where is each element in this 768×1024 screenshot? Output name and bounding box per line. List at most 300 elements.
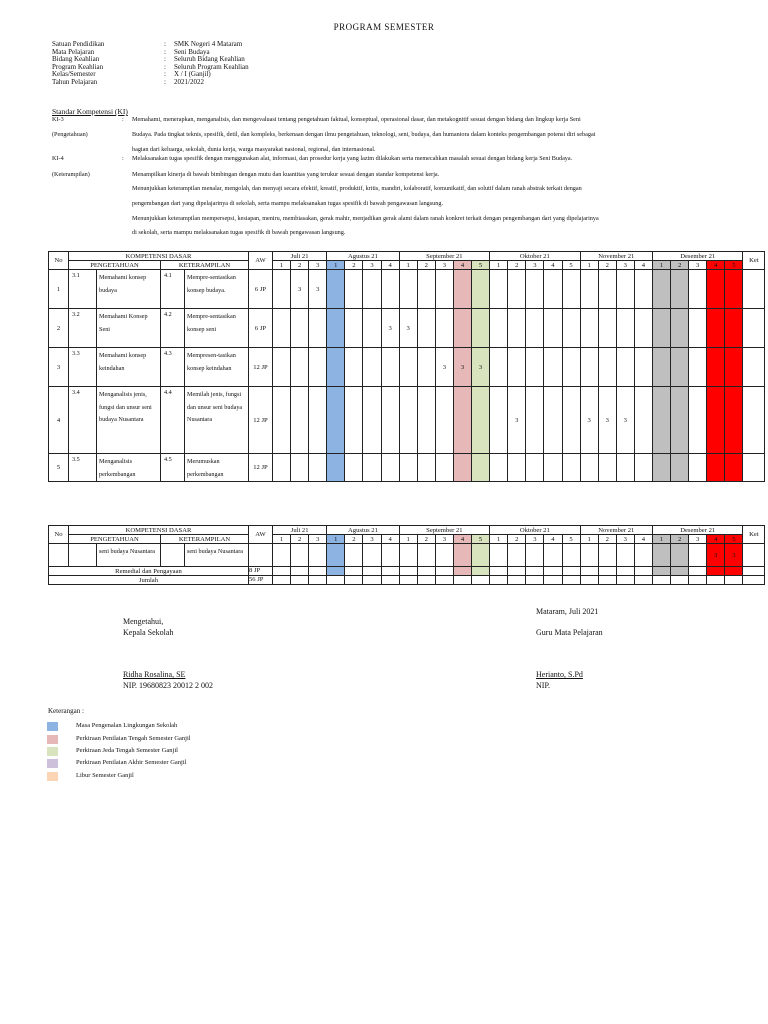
kd3-text-content: seni budaya Nusantara [99,548,156,555]
week-cell [725,309,743,348]
week-cell [689,309,707,348]
header-week: 4 [544,261,562,270]
header-month: Desember 21 [652,526,742,535]
week-cell [526,454,544,482]
row-no: 5 [49,454,69,482]
table-cell [309,576,327,585]
week-cell [725,567,743,576]
week-cell [327,544,345,567]
header-ket: Ket [743,252,765,270]
week-cell [707,387,725,454]
header-week: 1 [490,535,508,544]
header-keterampilan: KETERAMPILAN [161,535,249,544]
identity-value: Seluruh Bidang Keahlian [174,55,245,64]
week-cell [273,567,291,576]
identity-row: Bidang Keahlian : Seluruh Bidang Keahlian [52,55,245,64]
header-row [49,252,765,261]
header-week: 2 [291,261,309,270]
week-cell [725,270,743,309]
week-cell [671,567,689,576]
week-cell [544,454,562,482]
table-cell [580,576,598,585]
legend-swatch [47,759,58,768]
identity-value: Seni Budaya [174,47,210,56]
header-week: 1 [490,261,508,270]
week-cell [309,309,327,348]
row-ket [743,348,765,387]
kd4-code: 4.5 [161,454,185,482]
table-cell [616,576,634,585]
table-cell [490,576,508,585]
week-cell [725,348,743,387]
week-cell [616,309,634,348]
week-cell [671,544,689,567]
table-cell [689,576,707,585]
week-cell [544,387,562,454]
kd4-text [185,544,249,567]
header-row [49,261,765,270]
week-cell [544,544,562,567]
week-cell [309,544,327,567]
row-no: 3 [49,348,69,387]
table-cell [327,576,345,585]
kd3-text-content: Memahami konsep budaya [99,274,147,294]
kd3-text [97,454,161,482]
header-week: 2 [345,535,363,544]
ki3-text: Budaya. Pada tingkat teknis, spesifik, detil, dan kompleks, berkenaan dengan ilmu pengetahuan, teknologi, seni, budaya, dan humaniora dalam konteks pengembangan potensi diri sebagai [132,131,596,138]
header-week: 3 [309,261,327,270]
week-cell [544,348,562,387]
header-week: 2 [598,261,616,270]
week-cell [472,454,490,482]
header-week: 3 [616,535,634,544]
header-month: Agustus 21 [327,526,399,535]
left-role-line2: Kepala Sekolah [123,628,174,637]
week-cell [399,270,417,309]
header-week: 4 [707,261,725,270]
header-month: September 21 [399,526,489,535]
ki3-text: Memahami, menerapkan, menganalisis, dan mengevaluasi tentang pengetahuan faktual, konseptual, operasional dasar, dan metakognitif sesuai dengan bidang dan lingkup kerja Seni [132,116,581,123]
week-cell [580,454,598,482]
week-cell [634,567,652,576]
week-cell [309,567,327,576]
ki4-text: di sekolah, serta mampu melaksanakan tugas spesifik di bawah pengawasan langsung. [132,229,346,236]
week-cell [689,544,707,567]
header-week: 1 [273,261,291,270]
header-week: 4 [707,535,725,544]
header-aw: AW [249,252,273,270]
week-cell [345,454,363,482]
week-cell [598,270,616,309]
week-cell: 3 [580,387,598,454]
header-week: 1 [327,261,345,270]
week-cell [291,544,309,567]
header-week: 4 [453,535,471,544]
week-cell [417,454,435,482]
header-week: 3 [309,535,327,544]
kd4-code: 4.1 [161,270,185,309]
week-cell [526,270,544,309]
week-cell [381,348,399,387]
table-cell [453,576,471,585]
week-cell [453,309,471,348]
header-month: Oktober 21 [490,526,580,535]
week-cell [544,270,562,309]
kd4-code: 4.3 [161,348,185,387]
week-cell [309,387,327,454]
week-cell [327,348,345,387]
table-cell [249,544,273,567]
remedial-aw: 8 JP [249,567,273,576]
week-cell [652,454,670,482]
week-cell [327,567,345,576]
week-cell [562,567,580,576]
week-cell [490,348,508,387]
week-cell [562,454,580,482]
week-cell: 3 [453,348,471,387]
table-cell [472,576,490,585]
header-week: 2 [417,261,435,270]
kd3-text [97,270,161,309]
kd4-text [185,270,249,309]
row-ket [743,309,765,348]
legend-swatch [47,747,58,756]
header-week: 1 [652,261,670,270]
week-cell [399,387,417,454]
jumlah-row [49,576,765,585]
table-cell [291,576,309,585]
week-cell [689,567,707,576]
week-cell: 3 [309,270,327,309]
week-cell [544,309,562,348]
week-cell [309,454,327,482]
week-cell [453,544,471,567]
week-cell [435,309,453,348]
week-cell [291,454,309,482]
header-week: 4 [453,261,471,270]
table-cell [49,544,69,567]
table-cell [544,576,562,585]
header-keterampilan: KETERAMPILAN [161,261,249,270]
week-cell [652,387,670,454]
week-cell [435,544,453,567]
header-kd: KOMPETENSI DASAR [69,252,249,261]
week-cell [526,309,544,348]
week-cell [417,309,435,348]
week-cell [490,544,508,567]
week-cell [363,270,381,309]
week-cell [671,348,689,387]
week-cell [580,309,598,348]
ki4-text: Menampilkan kinerja di bawah bimbingan dengan mutu dan kuantitas yang terukur sesuai dengan standar kompetensi kerja. [132,171,440,178]
table-cell [725,576,743,585]
table-cell [743,544,765,567]
kd3-code: 3.3 [69,348,97,387]
header-no: No [49,252,69,270]
table-row [49,309,765,348]
header-row [49,526,765,535]
legend-title: Keterangan : [48,707,84,715]
kd4-text-content: Mempre-sentasikan konsep seni [187,313,236,333]
week-cell [652,544,670,567]
week-cell [707,454,725,482]
jumlah-label: Jumlah [49,576,249,585]
week-cell [490,567,508,576]
week-cell [381,567,399,576]
week-cell [634,544,652,567]
header-week: 1 [399,535,417,544]
week-cell [327,270,345,309]
table-cell [562,576,580,585]
kd3-code: 3.5 [69,454,97,482]
header-week: 2 [291,535,309,544]
week-cell [345,567,363,576]
header-month: Oktober 21 [490,252,580,261]
week-cell [707,348,725,387]
week-cell [345,309,363,348]
week-cell [417,270,435,309]
header-month: September 21 [399,252,489,261]
week-cell [273,270,291,309]
jumlah-aw: 56 JP [249,576,273,585]
week-cell: 3 [381,309,399,348]
legend-swatch [47,772,58,781]
week-cell [381,544,399,567]
identity-label: Satuan Pendidikan [52,40,105,48]
week-cell [598,454,616,482]
table-cell [671,576,689,585]
week-cell [508,544,526,567]
week-cell [526,348,544,387]
week-cell [689,348,707,387]
header-week: 1 [580,261,598,270]
row-aw: 12 JP [249,348,273,387]
table-cell [417,576,435,585]
week-cell [598,309,616,348]
standar-title: Standar Kompetensi (KI) [52,107,128,116]
row-no: 4 [49,387,69,454]
header-ket: Ket [743,526,765,544]
table-cell [598,576,616,585]
week-cell [652,270,670,309]
identity-value: X / I (Ganjil) [174,70,211,79]
identity-value: 2021/2022 [174,77,204,86]
week-cell [363,454,381,482]
week-cell: 3 [472,348,490,387]
kd4-text [185,454,249,482]
week-cell [273,309,291,348]
table-row [49,348,765,387]
week-cell [363,309,381,348]
week-cell [417,544,435,567]
week-cell [345,348,363,387]
week-cell: 3 [291,270,309,309]
row-aw: 6 JP [249,309,273,348]
kd4-text-content: Mempresen-tasikan konsep keindahan [187,352,236,372]
week-cell [472,309,490,348]
header-week: 4 [381,261,399,270]
table-cell [743,576,765,585]
right-role: Guru Mata Pelajaran [536,628,603,637]
table-row [49,270,765,309]
header-week: 2 [508,535,526,544]
week-cell [417,387,435,454]
page-title: PROGRAM SEMESTER [333,22,435,32]
identity-label: Bidang Keahlian [52,55,100,64]
week-cell [399,348,417,387]
row-ket [743,270,765,309]
row-no: 2 [49,309,69,348]
kd3-text-content: Menganalisis jenis, fungsi dan unsur seni budaya Nusantara [99,391,152,423]
header-week: 5 [472,535,490,544]
week-cell [562,270,580,309]
identity-label: Tahun Pelajaran [52,77,98,86]
week-cell [508,454,526,482]
row-ket [743,454,765,482]
header-week: 3 [435,261,453,270]
legend-label: Libur Semester Ganjil [76,772,134,779]
week-cell [345,544,363,567]
kd4-text [185,309,249,348]
ki4-text: Menunjukkan keterampilan mempersepsi, kesiapan, meniru, membiasakan, gerak mahir, menjadikan gerak alami dalam ranah konkret terkait dengan pengembangan dari yang dipelajarinya [132,215,599,222]
week-cell [526,567,544,576]
table-cell [743,567,765,576]
week-cell: 3 [725,544,743,567]
week-cell [345,270,363,309]
header-pengetahuan: PENGETAHUAN [69,535,161,544]
legend-label: Masa Pengenalan Lingkungan Sekolah [76,722,178,729]
header-week: 4 [634,535,652,544]
kd4-code: 4.2 [161,309,185,348]
week-cell [381,387,399,454]
row-aw: 6 JP [249,270,273,309]
kd4-text-content: seni budaya Nusantara [187,548,244,555]
week-cell [472,544,490,567]
week-cell [634,454,652,482]
header-week: 5 [562,535,580,544]
identity-row: Program Keahlian : Seluruh Program Keahlian [52,62,249,71]
week-cell [707,567,725,576]
table-cell [526,576,544,585]
week-cell [273,544,291,567]
week-cell [472,270,490,309]
kd4-text-content: Merumuskan perkembangan [187,458,224,478]
header-week: 3 [526,535,544,544]
remedial-row [49,567,765,576]
row-no: 1 [49,270,69,309]
kd3-text-content: Memahami konsep keindahan [99,352,147,372]
header-week: 5 [725,261,743,270]
header-week: 3 [526,261,544,270]
week-cell [526,387,544,454]
week-cell [544,567,562,576]
week-cell [707,309,725,348]
week-cell [309,348,327,387]
row-ket [743,387,765,454]
week-cell [435,567,453,576]
week-cell [598,348,616,387]
week-cell [291,348,309,387]
header-week: 4 [381,535,399,544]
identity-row: Kelas/Semester : X / I (Ganjil) [52,70,211,79]
table-cell [634,576,652,585]
week-cell [616,567,634,576]
ki4-sub: (Keterampilan) [52,171,90,178]
week-cell [291,567,309,576]
week-cell [671,270,689,309]
week-cell [435,454,453,482]
ki4-text: Menunjukkan keterampilan menalar, mengolah, dan menyaji secara efektif, kreatif, produktif, kritis, mandiri, kolaboratif, komunikatif, dan solutif dalam ranah abstrak terkait dengan [132,185,582,192]
week-cell [435,387,453,454]
table-cell [161,544,185,567]
week-cell [273,348,291,387]
week-cell [363,544,381,567]
header-week: 4 [544,535,562,544]
left-role-line1: Mengetahui, [123,617,164,626]
legend-label: Perkiraan Penilaian Akhir Semester Ganjil [76,759,187,766]
header-week: 3 [363,535,381,544]
table-cell [508,576,526,585]
week-cell [472,567,490,576]
week-cell: 3 [616,387,634,454]
header-month: November 21 [580,252,652,261]
identity-value: SMK Negeri 4 Mataram [174,40,243,48]
week-cell [634,309,652,348]
header-week: 1 [399,261,417,270]
kd3-text [97,387,161,454]
identity-label: Program Keahlian [52,62,104,71]
identity-label: Mata Pelajaran [52,47,95,56]
header-month: Juli 21 [273,526,327,535]
week-cell [453,567,471,576]
week-cell [689,270,707,309]
week-cell [291,387,309,454]
header-week: 3 [363,261,381,270]
week-cell: 3 [707,544,725,567]
header-week: 1 [273,535,291,544]
ki3-sub: (Pengetahuan) [52,131,88,138]
header-month: November 21 [580,526,652,535]
header-pengetahuan: PENGETAHUAN [69,261,161,270]
table-cell [652,576,670,585]
week-cell [490,309,508,348]
week-cell [327,309,345,348]
row-aw: 12 JP [249,387,273,454]
week-cell [562,387,580,454]
ki4-text: Melaksanakan tugas spesifik dengan menggunakan alat, informasi, dan prosedur kerja yang lazim dilakukan serta memecahkan masalah sesuai dengan bidang kerja Seni Budaya. [132,155,573,162]
identity-block [52,41,249,87]
week-cell [562,309,580,348]
week-cell [363,387,381,454]
week-cell: 3 [508,387,526,454]
kd3-text-content: Menganalisis perkembangan [99,458,136,478]
ki4-text: pengembangan dari yang dipelajarinya di sekolah, serta mampu melaksanakan tugas spesifik di bawah pengawasan langsung. [132,200,443,207]
header-no: No [49,526,69,544]
place-date: Mataram, Juli 2021 [536,607,599,616]
kd4-text [185,387,249,454]
week-cell [580,544,598,567]
header-week: 2 [598,535,616,544]
week-cell [327,387,345,454]
header-week: 2 [508,261,526,270]
table-cell [273,576,291,585]
ki3-code: KI-3 [52,116,64,123]
ki4-code: KI-4 [52,155,64,162]
week-cell [725,387,743,454]
identity-label: Kelas/Semester [52,70,96,79]
program-table-continued [48,525,765,585]
identity-value: Seluruh Program Keahlian [174,62,249,71]
